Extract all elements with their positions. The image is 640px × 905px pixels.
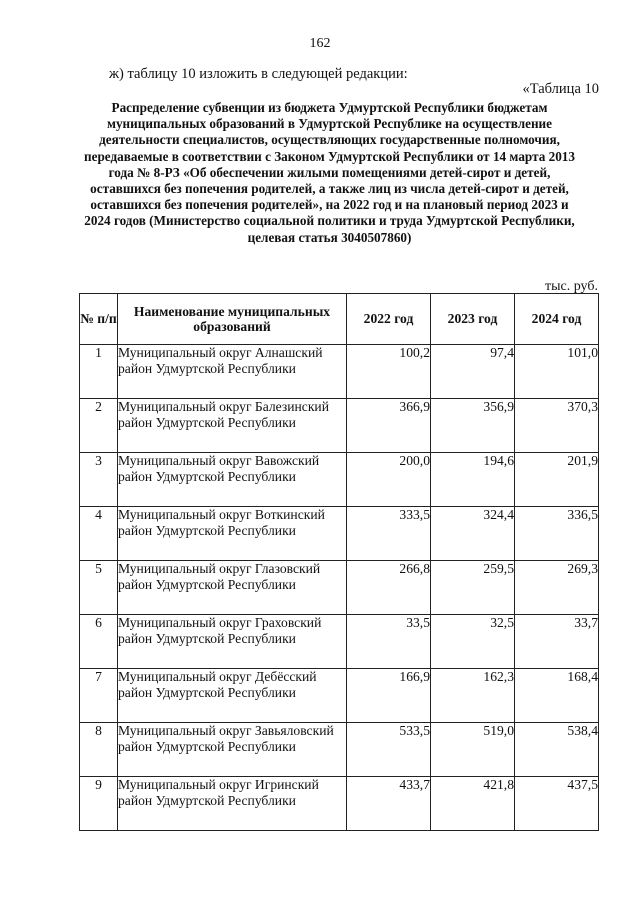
value-2024: 269,3 (515, 561, 599, 615)
municipality-name: Муниципальный округ Балезинский район Удмуртской Республики (118, 399, 347, 453)
municipality-name: Муниципальный округ Глазовский район Удмуртской Республики (118, 561, 347, 615)
header-2024: 2024 год (515, 294, 599, 345)
value-2024: 101,0 (515, 345, 599, 399)
table-row (80, 777, 599, 831)
value-2024: 370,3 (515, 399, 599, 453)
municipality-name: Муниципальный округ Граховский район Удмуртской Республики (118, 615, 347, 669)
table-header-row (80, 294, 599, 345)
value-2024: 437,5 (515, 777, 599, 831)
value-2023: 421,8 (431, 777, 515, 831)
table-row (80, 723, 599, 777)
municipality-name: Муниципальный округ Алнашский район Удмуртской Республики (118, 345, 347, 399)
table-row (80, 507, 599, 561)
row-number: 2 (80, 399, 118, 453)
table-row (80, 561, 599, 615)
value-2024: 336,5 (515, 507, 599, 561)
subvention-table (79, 293, 599, 831)
value-2024: 201,9 (515, 453, 599, 507)
row-number: 4 (80, 507, 118, 561)
value-2022: 366,9 (347, 399, 431, 453)
document-title: Распределение субвенции из бюджета Удмуртской Республики бюджетам муниципальных образований в Удмуртской Республике на осуществление деятельности специалистов, осуществляющих государственные полномочия, передаваемые в соответствии с Законом Удмуртской Республики от 14 марта 2013 года № 8-РЗ «Об обеспечении жилыми помещениями детей-сирот и детей, оставшихся без попечения родителей, а также лиц из числа детей-сирот и детей, оставшихся без попечения родителей», на 2022 год и на плановый период 2023 и 2024 годов (Министерство социальной политики и труда Удмуртской Республики, целевая статья 3040507860) (84, 100, 575, 245)
value-2022: 433,7 (347, 777, 431, 831)
value-2023: 32,5 (431, 615, 515, 669)
header-municipality: Наименование муниципальных образований (118, 294, 347, 345)
value-2024: 33,7 (515, 615, 599, 669)
table-row (80, 399, 599, 453)
units-label: тыс. руб. (545, 279, 598, 294)
table-row (80, 615, 599, 669)
municipality-name: Муниципальный округ Игринский район Удмуртской Республики (118, 777, 347, 831)
row-number: 1 (80, 345, 118, 399)
row-number: 7 (80, 669, 118, 723)
value-2022: 33,5 (347, 615, 431, 669)
value-2023: 97,4 (431, 345, 515, 399)
value-2024: 168,4 (515, 669, 599, 723)
value-2022: 333,5 (347, 507, 431, 561)
row-number: 3 (80, 453, 118, 507)
page-number: 162 (309, 36, 331, 51)
value-2023: 162,3 (431, 669, 515, 723)
value-2024: 538,4 (515, 723, 599, 777)
value-2022: 166,9 (347, 669, 431, 723)
municipality-name: Муниципальный округ Завьяловский район Удмуртской Республики (118, 723, 347, 777)
table-reference: «Таблица 10 (522, 81, 599, 97)
table-row (80, 669, 599, 723)
table-row (80, 345, 599, 399)
municipality-name: Муниципальный округ Вавожский район Удмуртской Республики (118, 453, 347, 507)
value-2023: 356,9 (431, 399, 515, 453)
row-number: 5 (80, 561, 118, 615)
value-2022: 100,2 (347, 345, 431, 399)
value-2022: 533,5 (347, 723, 431, 777)
header-number: № п/п (80, 294, 118, 345)
row-number: 9 (80, 777, 118, 831)
value-2022: 266,8 (347, 561, 431, 615)
value-2023: 259,5 (431, 561, 515, 615)
header-2023: 2023 год (431, 294, 515, 345)
row-number: 8 (80, 723, 118, 777)
intro-text: ж) таблицу 10 изложить в следующей редакции: (109, 66, 408, 82)
municipality-name: Муниципальный округ Воткинский район Удмуртской Республики (118, 507, 347, 561)
value-2023: 519,0 (431, 723, 515, 777)
municipality-name: Муниципальный округ Дебёсский район Удмуртской Республики (118, 669, 347, 723)
header-2022: 2022 год (347, 294, 431, 345)
value-2023: 324,4 (431, 507, 515, 561)
row-number: 6 (80, 615, 118, 669)
value-2023: 194,6 (431, 453, 515, 507)
value-2022: 200,0 (347, 453, 431, 507)
table-row (80, 453, 599, 507)
